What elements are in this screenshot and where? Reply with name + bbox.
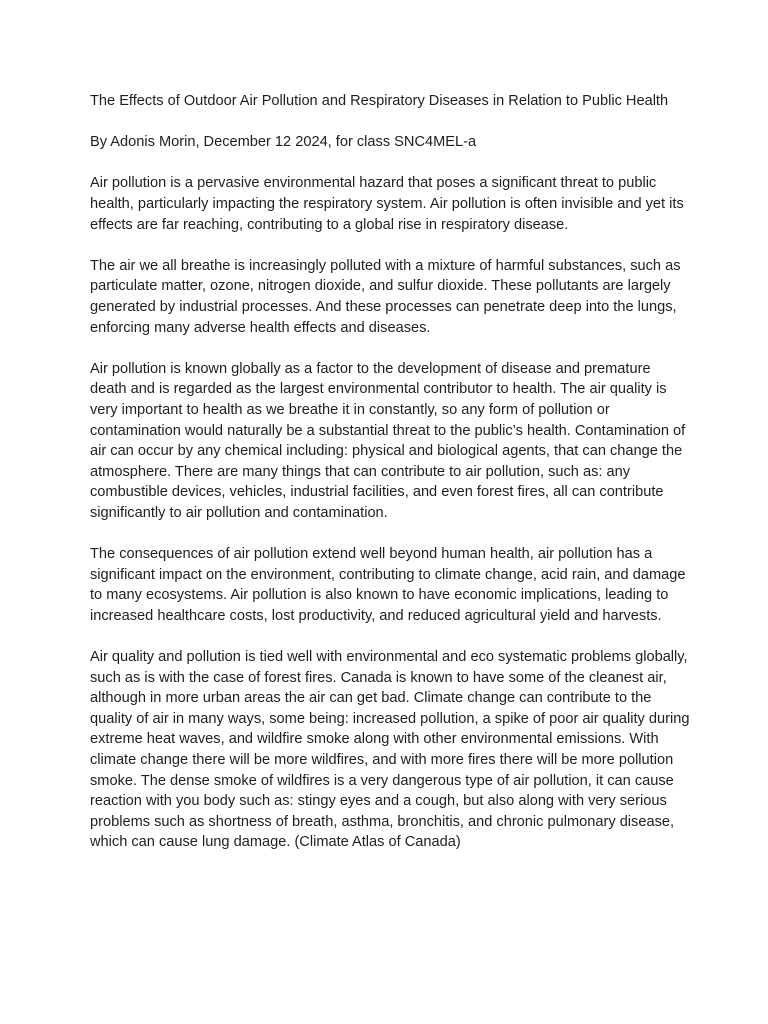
document-page [90, 91, 690, 874]
paragraph-3: Air pollution is known globally as a factor to the development of disease and premature death and is regarded as the largest environmental contributor to health. The air quality is very important to health as we breathe it in constantly, so any form of pollution or contamination would naturally be a substantial threat to the public’s health. Contamination of air can occur by any chemical including: physical and biological agents, that can change the atmosphere. There are many things that can contribute to air pollution, such as: any combustible devices, vehicles, industrial facilities, and even forest fires, all can contribute significantly to air pollution and contamination. [90, 360, 686, 521]
paragraph-4: The consequences of air pollution extend well beyond human health, air pollution has a significant impact on the environment, contributing to climate change, acid rain, and damage to many ecosystems. Air pollution is also known to have economic implications, leading to increased healthcare costs, lost productivity, and reduced agricultural yield and harvests. [90, 546, 686, 624]
paragraph-1: Air pollution is a pervasive environmental hazard that poses a significant threat to public health, particularly impacting the respiratory system. Air pollution is often invisible and yet its effects are far reaching, contributing to a global rise in respiratory disease. [90, 175, 684, 233]
paragraph-2: The air we all breathe is increasingly polluted with a mixture of harmful substances, such as particulate matter, ozone, nitrogen dioxide, and sulfur dioxide. These pollutants are largely generated by industrial processes. And these processes can penetrate deep into the lungs, enforcing many adverse health effects and diseases. [90, 257, 681, 336]
document-title: The Effects of Outdoor Air Pollution and Respiratory Diseases in Relation to Public Health [90, 93, 669, 109]
paragraph-5: Air quality and pollution is tied well with environmental and eco systematic problems globally, such as is with the case of forest fires. Canada is known to have some of the cleanest air, although in more urban areas the air can get bad. Climate change can contribute to the quality of air in many ways, some being: increased pollution, a spike of poor air quality during extreme heat waves, and wildfire smoke along with other environmental emissions. With climate change there will be more wildfires, and with more fires there will be more pollution smoke. The dense smoke of wildfires is a very dangerous type of air pollution, it can cause reaction with you body such as: stingy eyes and a cough, but also along with very serious problems such as shortness of breath, asthma, bronchitis, and chronic pulmonary disease, which can cause lung damage. (Climate Atlas of Canada) [90, 649, 690, 851]
document-byline: By Adonis Morin, December 12 2024, for class SNC4MEL-a [90, 134, 477, 151]
